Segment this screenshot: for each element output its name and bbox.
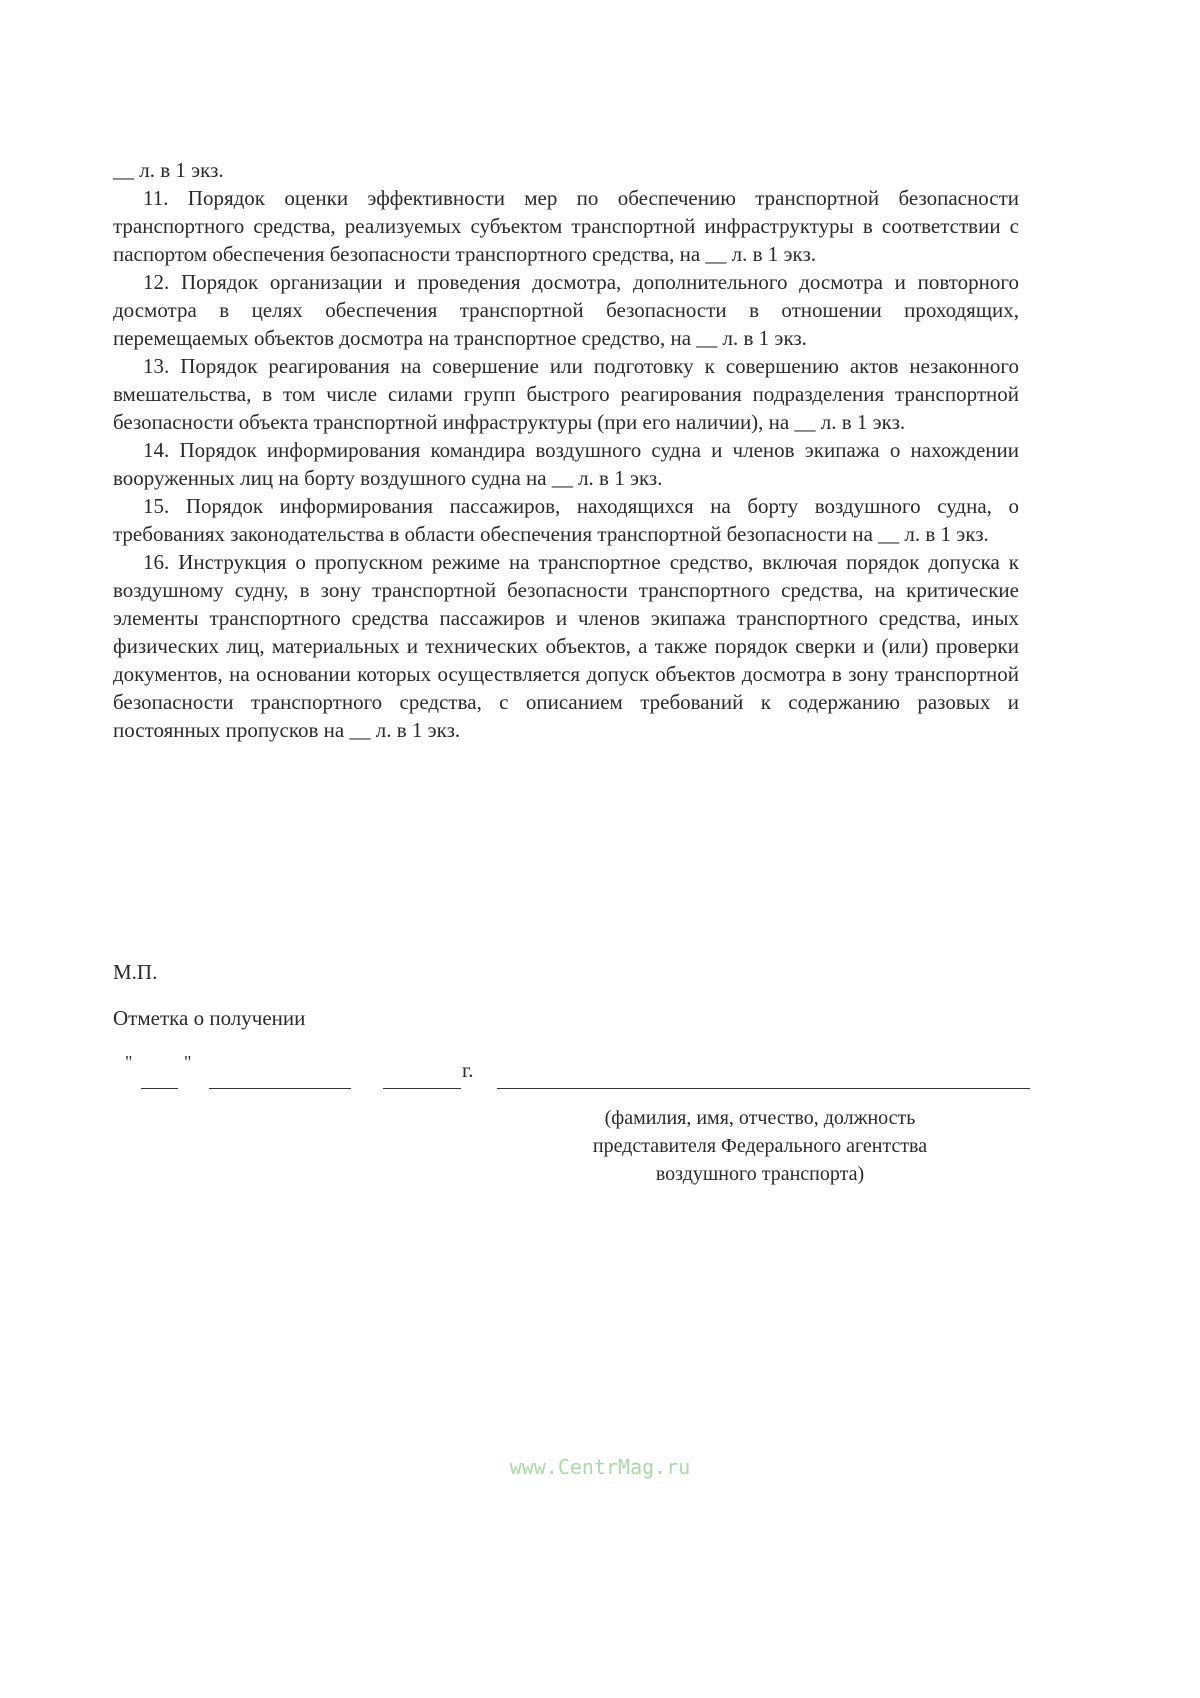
year-blank-line xyxy=(383,1088,461,1089)
signature-caption-line-3: воздушного транспорта) xyxy=(655,1163,865,1185)
watermark-text: www.CentrMag.ru xyxy=(509,1455,691,1479)
paragraph-item-12: 12. Порядок организации и проведения досмотра, дополнительного досмотра и повторного досмотра в целях обеспечения транспортной безопасности в отношении проходящих, перемещаемых объектов досмотра на транспортное средство, на __ л. в 1 экз. xyxy=(113,270,1019,350)
paragraph-continuation: __ л. в 1 экз. xyxy=(113,158,224,182)
paragraph-item-15: 15. Порядок информирования пассажиров, находящихся на борту воздушного судна, о требованиях законодательства в области обеспечения транспортной безопасности на __ л. в 1 экз. xyxy=(113,494,1019,546)
paragraph-item-11: 11. Порядок оценки эффективности мер по обеспечению транспортной безопасности транспортного средства, реализуемых субъектом транспортной инфраструктуры в соответствии с паспортом обеспечения безопасности транспортного средства, на __ л. в 1 экз. xyxy=(113,186,1019,266)
date-quote-open: " xyxy=(125,1052,133,1072)
paragraph-item-14: 14. Порядок информирования командира воздушного судна и членов экипажа о нахождении вооруженных лиц на борту воздушного судна на __ л. в 1 экз. xyxy=(113,438,1019,490)
document-body xyxy=(113,156,1019,744)
receipt-mark-label: Отметка о получении xyxy=(113,1006,306,1030)
day-blank-line xyxy=(141,1088,178,1089)
month-blank-line xyxy=(209,1088,351,1089)
signature-blank-line xyxy=(497,1088,1030,1089)
date-quote-close: " xyxy=(184,1052,192,1072)
paragraph-item-16: 16. Инструкция о пропускном режиме на транспортное средство, включая порядок допуска к воздушному судну, в зону транспортной безопасности транспортного средства, на критические элементы транспортного средства пассажиров и членов экипажа транспортного средства, иных физических лиц, материальных и технических объектов, а также порядок сверки и (или) проверки документов, на основании которых осуществляется допуск объектов досмотра в зону транспортной безопасности транспортного средства, с описанием требований к содержанию разовых и постоянных пропусков на __ л. в 1 экз. xyxy=(113,550,1019,742)
paragraph-item-13: 13. Порядок реагирования на совершение или подготовку к совершению актов незаконного вмешательства, в том числе силами групп быстрого реагирования подразделения транспортной безопасности объекта транспортной инфраструктуры (при его наличии), на __ л. в 1 экз. xyxy=(113,354,1019,434)
year-suffix: г. xyxy=(462,1058,474,1082)
signature-caption-line-2: представителя Федерального агентства xyxy=(592,1135,928,1157)
stamp-place-label: М.П. xyxy=(113,960,158,984)
signature-caption xyxy=(520,1104,1000,1188)
signature-caption-line-1: (фамилия, имя, отчество, должность xyxy=(604,1107,916,1129)
